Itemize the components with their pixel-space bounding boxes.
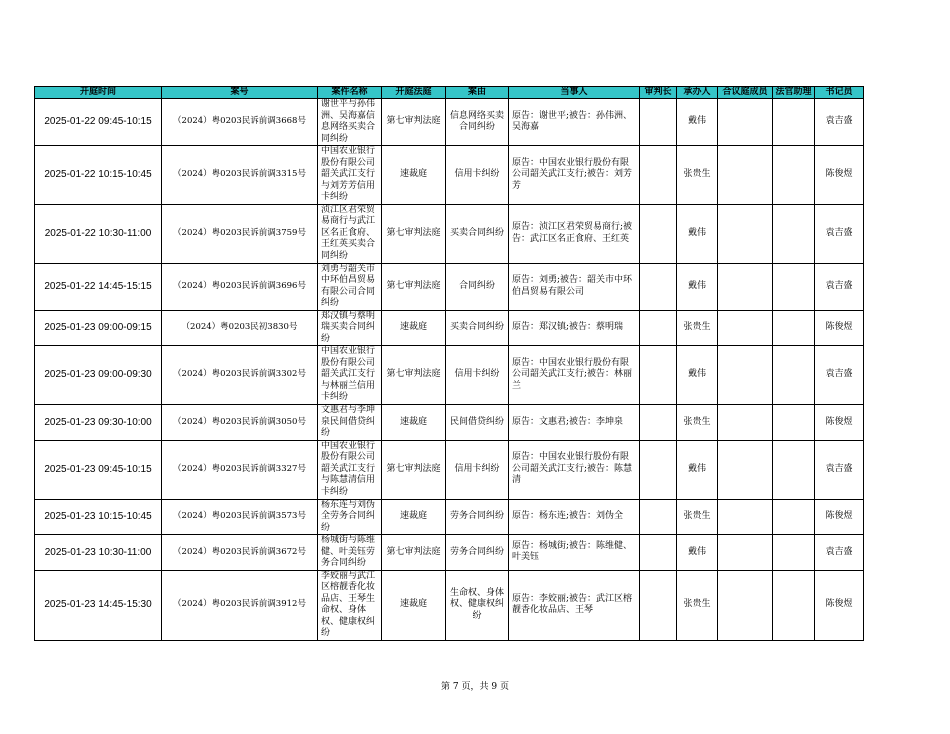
courtroom-cell: 速裁庭 [382, 310, 446, 346]
case-name-cell: 郑汉镇与蔡明瑞买卖合同纠纷 [318, 310, 382, 346]
panel-members-cell [718, 499, 773, 535]
panel-members-cell [718, 405, 773, 441]
panel-members-cell [718, 440, 773, 499]
table-row [35, 499, 864, 535]
case-name-cell: 杨东连与刘伪全劳务合同纠纷 [318, 499, 382, 535]
table-body [35, 99, 864, 641]
case-number-cell: （2024）粤0203民初3830号 [162, 310, 318, 346]
presiding-judge-cell [640, 310, 677, 346]
parties-cell: 原告：杨东连;被告：刘伪全 [509, 499, 640, 535]
handling-judge-cell: 张贵生 [677, 146, 718, 205]
courtroom-cell: 速裁庭 [382, 499, 446, 535]
table-row [35, 570, 864, 640]
panel-members-cell [718, 263, 773, 310]
table-row [35, 146, 864, 205]
judge-assistant-cell [773, 499, 815, 535]
case-number-cell: （2024）粤0203民诉前调3327号 [162, 440, 318, 499]
presiding-judge-cell [640, 146, 677, 205]
hearing-time-cell: 2025-01-23 09:45-10:15 [35, 440, 162, 499]
header-cell: 开庭法庭 [382, 87, 446, 99]
panel-members-cell [718, 535, 773, 571]
parties-cell: 原告：文惠君;被告：李坤泉 [509, 405, 640, 441]
case-number-cell: （2024）粤0203民诉前调3696号 [162, 263, 318, 310]
case-cause-cell: 劳务合同纠纷 [446, 535, 509, 571]
handling-judge-cell: 戴伟 [677, 535, 718, 571]
presiding-judge-cell [640, 499, 677, 535]
clerk-cell: 袁吉盛 [815, 204, 864, 263]
judge-assistant-cell [773, 405, 815, 441]
header-cell: 审判长 [640, 87, 677, 99]
handling-judge-cell: 戴伟 [677, 204, 718, 263]
case-name-cell: 中国农业银行股份有限公司韶关武江支行与陈慧清信用卡纠纷 [318, 440, 382, 499]
parties-cell: 原告：杨城街;被告：陈维健、叶美钰 [509, 535, 640, 571]
judge-assistant-cell [773, 99, 815, 146]
presiding-judge-cell [640, 263, 677, 310]
table-row [35, 535, 864, 571]
hearing-time-cell: 2025-01-23 14:45-15:30 [35, 570, 162, 640]
judge-assistant-cell [773, 263, 815, 310]
header-cell: 当事人 [509, 87, 640, 99]
case-name-cell: 中国农业银行股份有限公司韶关武江支行与林丽兰信用卡纠纷 [318, 346, 382, 405]
handling-judge-cell: 张贵生 [677, 405, 718, 441]
presiding-judge-cell [640, 204, 677, 263]
hearing-time-cell: 2025-01-23 10:30-11:00 [35, 535, 162, 571]
parties-cell: 原告：浈江区君荣贸易商行;被告：武江区名正食府、王红英 [509, 204, 640, 263]
presiding-judge-cell [640, 405, 677, 441]
case-cause-cell: 买卖合同纠纷 [446, 310, 509, 346]
case-cause-cell: 信用卡纠纷 [446, 146, 509, 205]
clerk-cell: 陈俊煜 [815, 310, 864, 346]
table-row [35, 99, 864, 146]
case-cause-cell: 生命权、身体权、健康权纠纷 [446, 570, 509, 640]
handling-judge-cell: 张贵生 [677, 499, 718, 535]
case-cause-cell: 民间借贷纠纷 [446, 405, 509, 441]
case-number-cell: （2024）粤0203民诉前调3573号 [162, 499, 318, 535]
hearing-time-cell: 2025-01-22 10:30-11:00 [35, 204, 162, 263]
judge-assistant-cell [773, 310, 815, 346]
case-name-cell: 谢世平与孙伟洲、吴海嘉信息网络买卖合同纠纷 [318, 99, 382, 146]
case-name-cell: 刘勇与韶关市中环伯昌贸易有限公司合同纠纷 [318, 263, 382, 310]
clerk-cell: 袁吉盛 [815, 263, 864, 310]
parties-cell: 原告：中国农业银行股份有限公司韶关武江支行;被告：林丽兰 [509, 346, 640, 405]
courtroom-cell: 速裁庭 [382, 570, 446, 640]
parties-cell: 原告：谢世平;被告：孙伟洲、吴海嘉 [509, 99, 640, 146]
panel-members-cell [718, 346, 773, 405]
handling-judge-cell: 戴伟 [677, 440, 718, 499]
judge-assistant-cell [773, 146, 815, 205]
parties-cell: 原告：中国农业银行股份有限公司韶关武江支行;被告：刘芳芳 [509, 146, 640, 205]
courtroom-cell: 第七审判法庭 [382, 204, 446, 263]
header-cell: 开庭时间 [35, 87, 162, 99]
clerk-cell: 陈俊煜 [815, 405, 864, 441]
hearing-schedule-table [34, 86, 864, 641]
case-cause-cell: 买卖合同纠纷 [446, 204, 509, 263]
judge-assistant-cell [773, 440, 815, 499]
hearing-time-cell: 2025-01-23 09:00-09:15 [35, 310, 162, 346]
panel-members-cell [718, 146, 773, 205]
header-row [35, 87, 864, 99]
table-row [35, 440, 864, 499]
clerk-cell: 袁吉盛 [815, 99, 864, 146]
case-cause-cell: 合同纠纷 [446, 263, 509, 310]
case-cause-cell: 信息网络买卖合同纠纷 [446, 99, 509, 146]
presiding-judge-cell [640, 346, 677, 405]
header-cell: 法官助理 [773, 87, 815, 99]
case-number-cell: （2024）粤0203民诉前调3315号 [162, 146, 318, 205]
panel-members-cell [718, 99, 773, 146]
judge-assistant-cell [773, 204, 815, 263]
clerk-cell: 陈俊煜 [815, 570, 864, 640]
header-cell: 书记员 [815, 87, 864, 99]
clerk-cell: 袁吉盛 [815, 535, 864, 571]
handling-judge-cell: 张贵生 [677, 310, 718, 346]
table-row [35, 204, 864, 263]
header-cell: 案号 [162, 87, 318, 99]
header-cell: 案件名称 [318, 87, 382, 99]
page-footer: 第 7 页，共 9 页 [441, 682, 509, 692]
case-number-cell: （2024）粤0203民诉前调3672号 [162, 535, 318, 571]
panel-members-cell [718, 310, 773, 346]
handling-judge-cell: 戴伟 [677, 263, 718, 310]
table-row [35, 346, 864, 405]
courtroom-cell: 速裁庭 [382, 146, 446, 205]
case-number-cell: （2024）粤0203民诉前调3668号 [162, 99, 318, 146]
parties-cell: 原告：中国农业银行股份有限公司韶关武江支行;被告：陈慧清 [509, 440, 640, 499]
case-cause-cell: 信用卡纠纷 [446, 346, 509, 405]
case-name-cell: 中国农业银行股份有限公司韶关武江支行与刘芳芳信用卡纠纷 [318, 146, 382, 205]
courtroom-cell: 第七审判法庭 [382, 346, 446, 405]
courtroom-cell: 第七审判法庭 [382, 263, 446, 310]
case-name-cell: 杨城街与陈维健、叶美钰劳务合同纠纷 [318, 535, 382, 571]
table-row [35, 405, 864, 441]
presiding-judge-cell [640, 99, 677, 146]
parties-cell: 原告：刘勇;被告：韶关市中环伯昌贸易有限公司 [509, 263, 640, 310]
table-row [35, 263, 864, 310]
judge-assistant-cell [773, 346, 815, 405]
clerk-cell: 陈俊煜 [815, 146, 864, 205]
presiding-judge-cell [640, 440, 677, 499]
hearing-time-cell: 2025-01-23 10:15-10:45 [35, 499, 162, 535]
courtroom-cell: 第七审判法庭 [382, 99, 446, 146]
courtroom-cell: 第七审判法庭 [382, 535, 446, 571]
presiding-judge-cell [640, 535, 677, 571]
panel-members-cell [718, 204, 773, 263]
case-cause-cell: 劳务合同纠纷 [446, 499, 509, 535]
presiding-judge-cell [640, 570, 677, 640]
case-number-cell: （2024）粤0203民诉前调3759号 [162, 204, 318, 263]
case-number-cell: （2024）粤0203民诉前调3302号 [162, 346, 318, 405]
hearing-time-cell: 2025-01-22 10:15-10:45 [35, 146, 162, 205]
courtroom-cell: 速裁庭 [382, 405, 446, 441]
panel-members-cell [718, 570, 773, 640]
parties-cell: 原告：郑汉镇;被告：蔡明瑞 [509, 310, 640, 346]
handling-judge-cell: 张贵生 [677, 570, 718, 640]
clerk-cell: 袁吉盛 [815, 346, 864, 405]
clerk-cell: 陈俊煜 [815, 499, 864, 535]
handling-judge-cell: 戴伟 [677, 99, 718, 146]
handling-judge-cell: 戴伟 [677, 346, 718, 405]
header-cell: 合议庭成员 [718, 87, 773, 99]
case-name-cell: 李姣丽与武江区榕靓香化妆品店、王琴生命权、身体权、健康权纠纷 [318, 570, 382, 640]
case-number-cell: （2024）粤0203民诉前调3050号 [162, 405, 318, 441]
case-cause-cell: 信用卡纠纷 [446, 440, 509, 499]
hearing-time-cell: 2025-01-22 09:45-10:15 [35, 99, 162, 146]
case-name-cell: 浈江区君荣贸易商行与武江区名正食府、王红英买卖合同纠纷 [318, 204, 382, 263]
hearing-time-cell: 2025-01-23 09:30-10:00 [35, 405, 162, 441]
clerk-cell: 袁吉盛 [815, 440, 864, 499]
hearing-time-cell: 2025-01-22 14:45-15:15 [35, 263, 162, 310]
courtroom-cell: 第七审判法庭 [382, 440, 446, 499]
case-number-cell: （2024）粤0203民诉前调3912号 [162, 570, 318, 640]
parties-cell: 原告：李姣丽;被告：武江区榕靓香化妆品店、王琴 [509, 570, 640, 640]
hearing-time-cell: 2025-01-23 09:00-09:30 [35, 346, 162, 405]
table-row [35, 310, 864, 346]
header-cell: 案由 [446, 87, 509, 99]
header-cell: 承办人 [677, 87, 718, 99]
judge-assistant-cell [773, 535, 815, 571]
case-name-cell: 文惠君与李坤泉民间借贷纠纷 [318, 405, 382, 441]
judge-assistant-cell [773, 570, 815, 640]
